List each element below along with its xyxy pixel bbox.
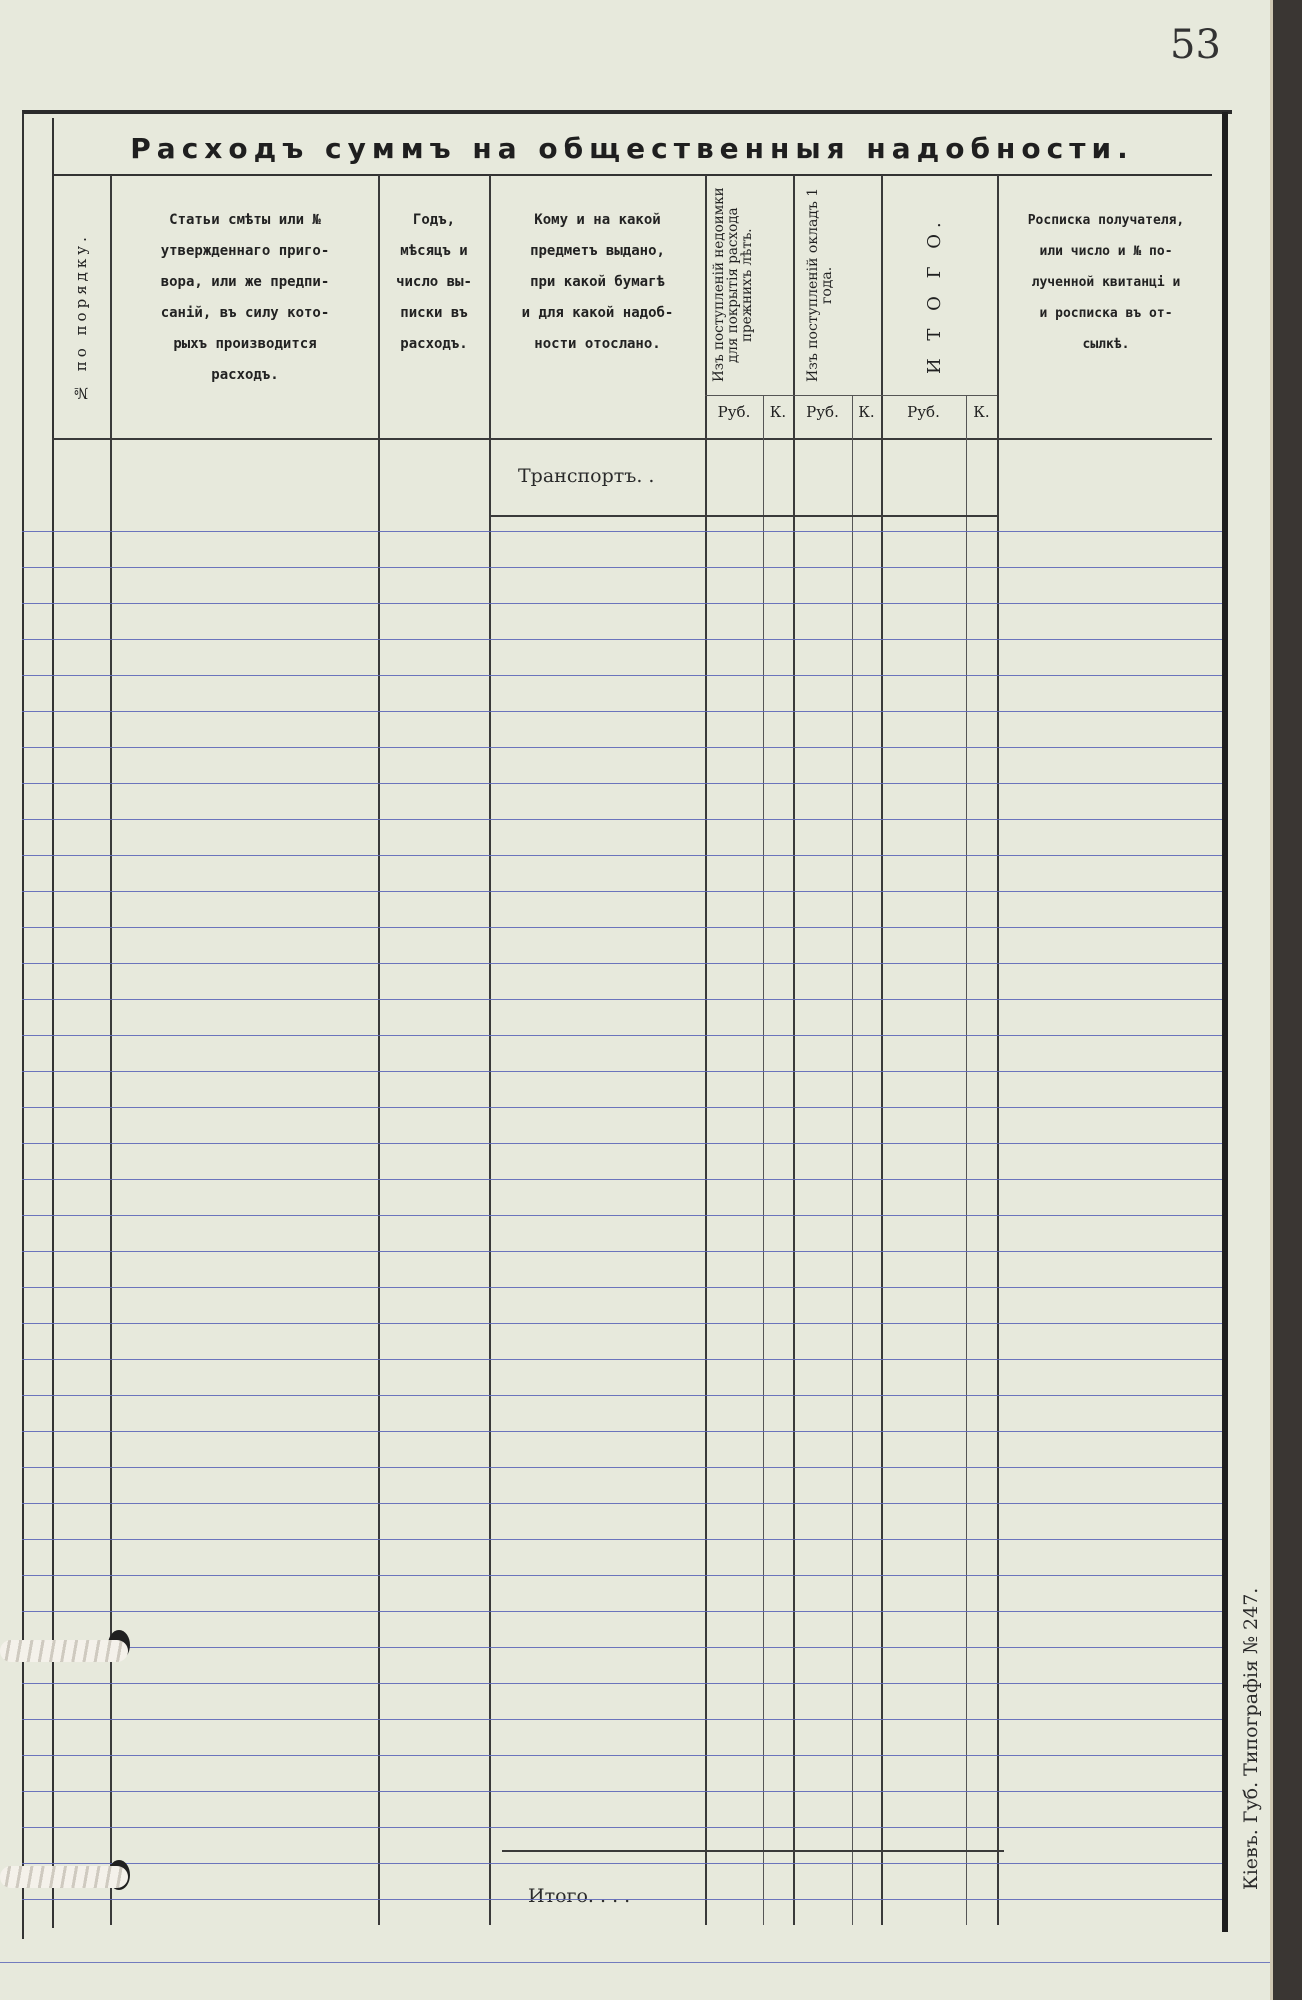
header-line: Статьи смѣты или № <box>169 212 321 228</box>
header-line: и для какой надоб- <box>521 305 674 321</box>
header-line: расходъ. <box>400 336 468 352</box>
header-line: саній, въ силу кото- <box>160 305 330 321</box>
ruled-line <box>22 1719 1222 1720</box>
total-label: Итого. . . . <box>528 1885 631 1907</box>
printer-note: Кіевъ. Губ. Типографія № 247. <box>1240 1587 1262 1890</box>
header-line: мѣсяцъ и <box>400 243 468 259</box>
ruled-line <box>22 1647 1222 1648</box>
column-divider <box>378 175 380 1925</box>
page-number: 53 <box>1170 22 1221 68</box>
header-total: И Т О Г О. <box>924 216 945 374</box>
header-arrears-receipts: Изъ поступленій недоимки для покрытія расхода прежнихъ лѣтъ. <box>711 187 755 383</box>
ruled-line <box>22 639 1222 640</box>
header-line: или число и № по- <box>1039 244 1173 259</box>
kopeck-divider <box>966 395 967 1925</box>
ruled-line <box>0 1962 1270 1963</box>
ruled-line <box>22 1251 1222 1252</box>
column-divider <box>489 175 491 1925</box>
column-divider <box>881 175 883 1925</box>
subheader-rub: Руб. <box>806 403 839 421</box>
header-estimate-articles <box>114 205 376 391</box>
header-current-receipts: Изъ поступленій окладъ 1 года. <box>805 187 835 383</box>
header-line: число вы- <box>396 274 472 290</box>
ruled-line <box>22 1467 1222 1468</box>
header-line: писки въ <box>400 305 468 321</box>
header-line: при какой бумагѣ <box>530 274 665 290</box>
header-line: вора, или же предпи- <box>160 274 330 290</box>
kopeck-divider <box>763 395 764 1925</box>
binding-string <box>0 1866 128 1888</box>
ruled-line <box>22 567 1222 568</box>
header-line: ности отослано. <box>534 336 661 352</box>
ruled-line <box>22 603 1222 604</box>
transport-label: Транспортъ. . <box>518 465 655 487</box>
table-title-band <box>52 122 1212 176</box>
header-line: Кому и на какой <box>534 212 661 228</box>
ruled-line <box>22 1503 1222 1504</box>
header-order-number: № по порядку. <box>72 233 90 402</box>
header-bottom-line <box>52 438 1212 440</box>
subheader-rub: Руб. <box>717 403 751 421</box>
header-line: сылкѣ. <box>1082 337 1130 352</box>
ruled-line <box>22 747 1222 748</box>
ruled-line <box>22 531 1222 532</box>
ruled-line <box>22 1179 1222 1180</box>
header-line: рыхъ производится <box>173 336 317 352</box>
ruled-line <box>22 891 1222 892</box>
table-title: Расходъ суммъ на общественныя надобности. <box>130 131 1134 165</box>
header-recipient <box>492 205 703 360</box>
ruled-line <box>22 1359 1222 1360</box>
header-line: предметъ выдано, <box>530 243 665 259</box>
header-line: лученной квитанці и <box>1031 275 1181 290</box>
ruled-line <box>22 1035 1222 1036</box>
binding-string <box>0 1640 128 1662</box>
ruled-line <box>22 1899 1222 1900</box>
ruled-line <box>22 999 1222 1000</box>
column-divider <box>705 175 707 1925</box>
header-receipt <box>1001 205 1211 360</box>
ruled-line <box>22 963 1222 964</box>
money-subheader-line <box>705 395 997 396</box>
ruled-line <box>22 1287 1222 1288</box>
kopeck-divider <box>852 395 853 1925</box>
header-line: утвержденнаго приго- <box>160 243 330 259</box>
transport-underline <box>489 515 997 517</box>
total-overline <box>502 1850 1004 1852</box>
subheader-kop: К. <box>858 403 875 421</box>
ruled-line <box>22 819 1222 820</box>
header-line: Росписка получателя, <box>1027 213 1185 228</box>
ruled-line <box>22 1107 1222 1108</box>
column-divider <box>110 175 112 1925</box>
ruled-line <box>22 1755 1222 1756</box>
ruled-line <box>22 1431 1222 1432</box>
column-divider <box>793 175 795 1925</box>
ruled-line <box>22 711 1222 712</box>
ruled-line <box>22 1071 1222 1072</box>
ruled-line <box>22 1215 1222 1216</box>
ruled-line <box>22 1863 1222 1864</box>
column-divider <box>997 175 999 1925</box>
ruled-line <box>22 1395 1222 1396</box>
ruled-line <box>22 1683 1222 1684</box>
ruled-line <box>22 1143 1222 1144</box>
ruled-line <box>22 783 1222 784</box>
ruled-line <box>22 1323 1222 1324</box>
header-date <box>381 205 487 360</box>
header-line: и росписка въ от- <box>1039 306 1173 321</box>
ruled-line <box>22 675 1222 676</box>
ruled-line <box>22 1791 1222 1792</box>
ruled-line <box>22 927 1222 928</box>
header-line: расходъ. <box>211 367 279 383</box>
subheader-rub: Руб. <box>907 403 940 421</box>
header-line: Годъ, <box>412 212 456 228</box>
subheader-kop: К. <box>769 403 787 421</box>
ruled-line <box>22 1827 1222 1828</box>
ruled-line <box>22 1539 1222 1540</box>
subheader-kop: К. <box>973 403 990 421</box>
ruled-line <box>22 1611 1222 1612</box>
ruled-line <box>22 855 1222 856</box>
table-right-border <box>1222 112 1228 1932</box>
ruled-line <box>22 1575 1222 1576</box>
